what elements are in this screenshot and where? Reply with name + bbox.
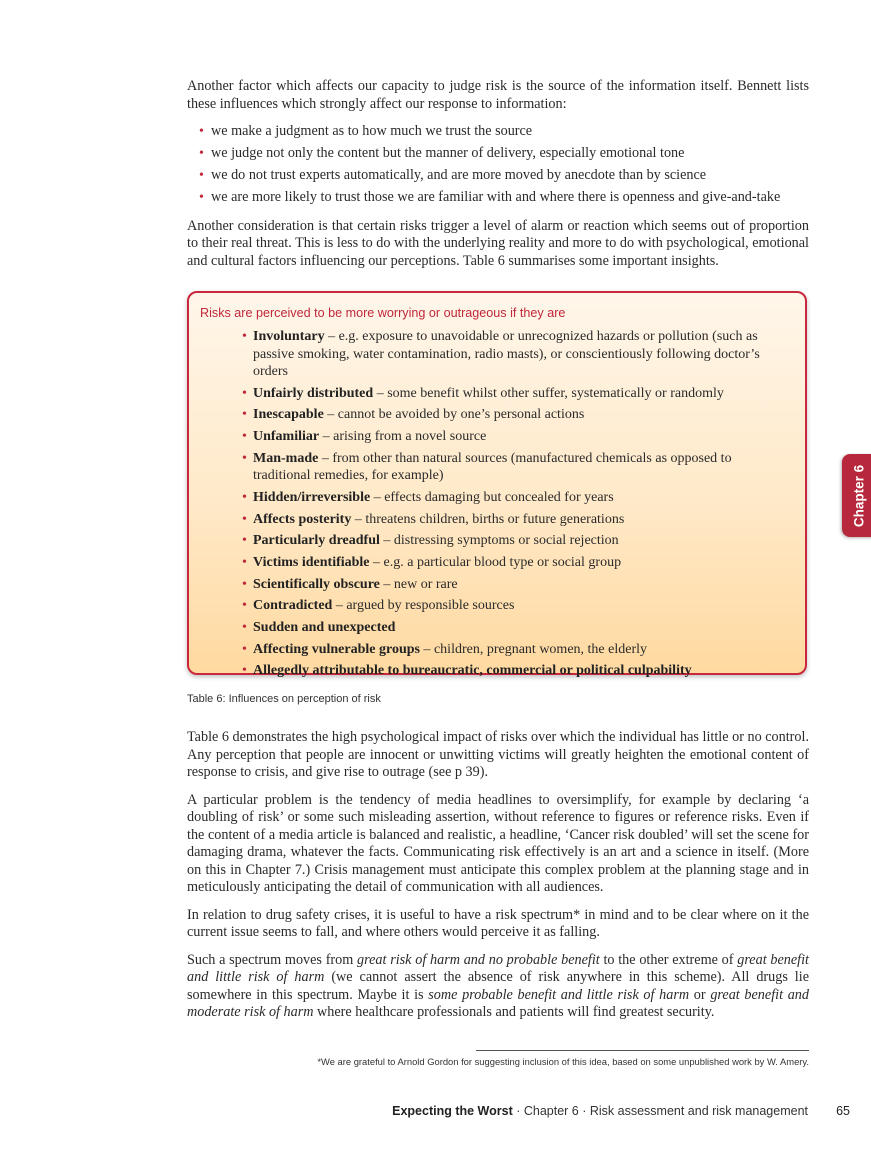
risk-perception-table bbox=[187, 291, 807, 679]
list-item bbox=[242, 619, 791, 637]
risk-desc: – children, pregnant women, the elderly bbox=[419, 641, 648, 657]
list-item bbox=[242, 328, 791, 381]
text-run: where healthcare professionals and patients will find greatest security. bbox=[313, 1004, 715, 1020]
list-item bbox=[242, 576, 791, 594]
risk-desc: – new or rare bbox=[379, 576, 458, 592]
footnote: *We are grateful to Arnold Gordon for suggesting inclusion of this idea, based on some unpublished work by W. Amery. bbox=[317, 1056, 809, 1067]
risk-term: Sudden and unexpected bbox=[253, 620, 396, 636]
risk-desc: – from other than natural sources (manufactured chemicals as opposed to traditional remedies, for example) bbox=[253, 450, 732, 484]
intro-paragraph-2: Another consideration is that certain risks trigger a level of alarm or reaction which seems out of proportion to their real threat. This is less to do with the underlying reality and more to do with psychological, emotional and cultural factors influencing our perceptions. Table 6 summarises some important insights. bbox=[187, 217, 809, 269]
list-item bbox=[242, 554, 791, 572]
list-item bbox=[242, 406, 791, 424]
text-run: (we cannot assert the absence of risk anywhere in this scheme). All drugs lie somewhere in this spectrum. Maybe it is bbox=[187, 969, 809, 1003]
body-paragraph-6 bbox=[187, 952, 809, 1022]
italic-run: great benefit and little risk of harm bbox=[187, 951, 809, 985]
risk-term: Involuntary bbox=[253, 329, 325, 344]
italic-run: great benefit and moderate risk of harm bbox=[187, 986, 809, 1020]
page-number: 65 bbox=[836, 1104, 850, 1118]
risk-desc: – cannot be avoided by one’s personal actions bbox=[323, 407, 585, 423]
risk-term: Affects posterity bbox=[253, 511, 352, 527]
list-item bbox=[242, 662, 791, 680]
risk-term: Affecting vulnerable groups bbox=[253, 641, 420, 657]
risk-term: Hidden/irreversible bbox=[253, 489, 371, 505]
text-run: Such a spectrum moves from bbox=[187, 951, 358, 968]
list-item bbox=[242, 641, 791, 659]
body-section bbox=[187, 729, 809, 1032]
risk-desc: – effects damaging but concealed for years bbox=[370, 489, 614, 505]
risk-term: Unfamiliar bbox=[253, 429, 320, 445]
list-item bbox=[242, 597, 791, 615]
book-title: Expecting the Worst bbox=[392, 1104, 513, 1118]
text-run: or bbox=[689, 986, 711, 1003]
trust-bullet-list bbox=[199, 123, 809, 207]
risk-desc: – e.g. exposure to unavoidable or unrecognized hazards or pollution (such as passive smoking, water contamination, radio masts), or conscientiously following doctor’s orders bbox=[253, 329, 760, 379]
risk-desc: – e.g. a particular blood type or social group bbox=[369, 555, 622, 570]
list-item bbox=[242, 511, 791, 529]
list-item bbox=[242, 532, 791, 550]
risk-desc: – some benefit whilst other suffer, systematically or randomly bbox=[373, 385, 724, 401]
list-item: • we judge not only the content but the manner of delivery, especially emotional tone bbox=[199, 145, 809, 163]
chapter-tab[interactable] bbox=[842, 454, 871, 537]
risk-desc: – distressing symptoms or social rejection bbox=[379, 533, 619, 549]
list-item bbox=[242, 385, 791, 403]
risk-term: Man-made bbox=[253, 450, 319, 466]
body-paragraph-5: In relation to drug safety crises, it is useful to have a risk spectrum* in mind and to be clear where on it the current issue seems to fall, and where others would perceive it as falling. bbox=[187, 906, 809, 940]
risk-term: Inescapable bbox=[253, 407, 324, 423]
body-paragraph-4: A particular problem is the tendency of media headlines to oversimplify, for example by declaring ‘a doubling of risk’ or some such misleading assertion, without reference to figures or reference risks. Even if the content of a media article is balanced and realistic, a headline, ‘Cancer risk doubled’ will set the scene for damaging drama, whatever the facts. Communicating risk effectively is an art and a science in itself. (More on this in Chapter 7.) Crisis management must anticipate this complex problem at the planning stage and in meticulously anticipating the detail of communication with all audiences. bbox=[187, 791, 809, 895]
footnote-divider bbox=[476, 1050, 809, 1051]
risk-desc: – threatens children, births or future generations bbox=[351, 511, 625, 527]
page-footer bbox=[392, 1104, 808, 1118]
risk-desc: – arising from a novel source bbox=[319, 429, 487, 445]
risk-factor-list bbox=[200, 328, 791, 680]
risk-term: Victims identifiable bbox=[253, 555, 370, 570]
list-item bbox=[242, 450, 791, 485]
intro-section bbox=[187, 78, 809, 280]
chapter-tab-label: Chapter 6 bbox=[851, 464, 867, 527]
risk-term: Allegedly attributable to bureaucratic, commercial or political culpability bbox=[253, 663, 692, 679]
text-run: to the other extreme of bbox=[599, 951, 738, 968]
risk-term: Unfairly distributed bbox=[253, 385, 374, 401]
list-item: • we are more likely to trust those we are familiar with and where there is openness and give-and-take bbox=[199, 189, 809, 207]
table-title: Risks are perceived to be more worrying or outrageous if they are bbox=[200, 306, 566, 320]
list-item bbox=[242, 489, 791, 507]
table-caption: Table 6: Influences on perception of risk bbox=[187, 693, 381, 705]
chapter-text: · Chapter 6 · Risk assessment and risk management bbox=[512, 1104, 808, 1118]
risk-term: Particularly dreadful bbox=[253, 533, 380, 549]
intro-paragraph-1: Another factor which affects our capacity to judge risk is the source of the information itself. Bennett lists these influences which strongly affect our response to information: bbox=[187, 78, 809, 112]
risk-term: Contradicted bbox=[253, 598, 333, 614]
italic-run: great risk of harm and no probable benefit bbox=[357, 951, 600, 968]
risk-term: Scientifically obscure bbox=[253, 576, 380, 592]
body-paragraph-3: Table 6 demonstrates the high psychological impact of risks over which the individual has little or no control. Any perception that people are innocent or unwitting victims will greatly heighten the emotional content of response to crisis, and give rise to outrage (see p 39). bbox=[187, 729, 809, 780]
risk-desc: – argued by responsible sources bbox=[332, 598, 515, 614]
list-item: • we do not trust experts automatically, and are more moved by anecdote than by science bbox=[199, 167, 809, 185]
list-item bbox=[242, 428, 791, 446]
list-item: • we make a judgment as to how much we trust the source bbox=[199, 123, 809, 141]
italic-run: some probable benefit and little risk of harm bbox=[428, 986, 690, 1003]
